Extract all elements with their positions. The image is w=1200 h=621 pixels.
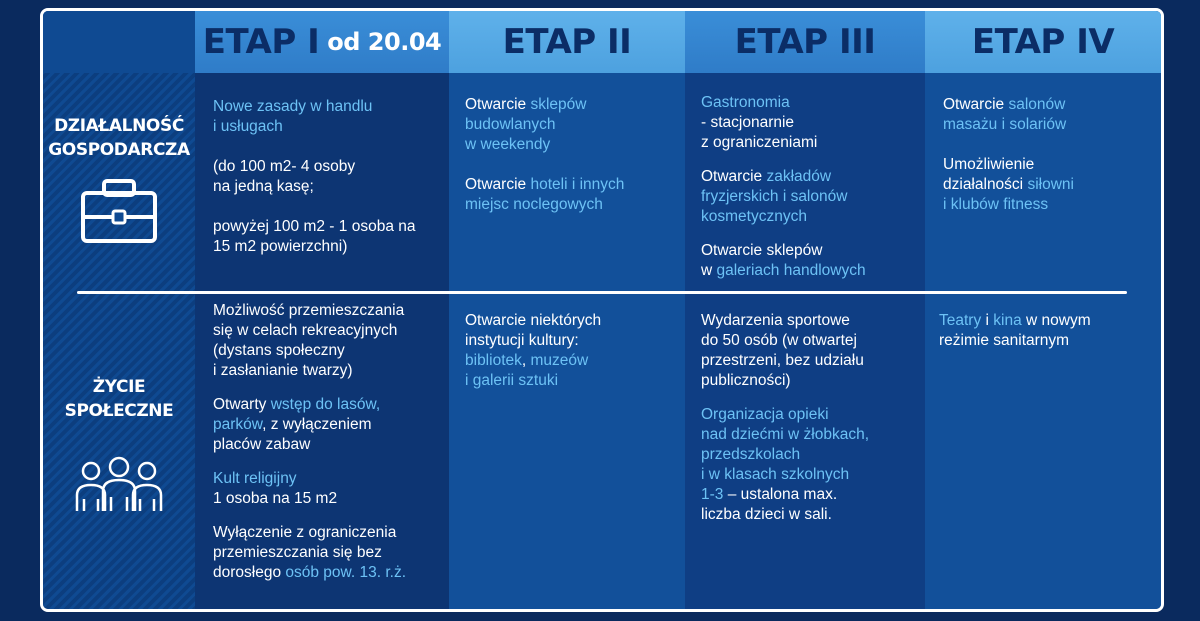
text: w: [701, 262, 717, 279]
header-etap-2-title: ETAP II: [502, 22, 632, 62]
text: budowlanych: [465, 116, 556, 133]
text: do 50 osób (w otwartej: [701, 332, 857, 349]
text: Teatry: [939, 312, 982, 329]
row-label-social: [43, 375, 195, 423]
text: Otwarcie: [465, 176, 531, 193]
text: ,: [521, 352, 531, 369]
text: Otwarcie: [943, 96, 1009, 113]
text: bibliotek: [465, 352, 522, 369]
social-etap-4-cell: [939, 311, 1161, 371]
text: i klubów fitness: [943, 196, 1049, 213]
text: Otwarcie niektórych: [465, 312, 602, 329]
text: Otwarty: [213, 396, 271, 413]
header-etap-4: [925, 11, 1161, 73]
text: parków: [213, 416, 263, 433]
header-etap-3-title: ETAP III: [734, 22, 876, 62]
social-etap-2-cell: [465, 311, 683, 411]
text: na jedną kasę;: [213, 178, 314, 195]
header-etap-1-title: ETAP I: [202, 22, 320, 62]
text: (do 100 m2- 4 osoby: [213, 158, 356, 175]
text: Organizacja opieki: [701, 406, 829, 423]
text: powyżej 100 m2 - 1 osoba na: [213, 218, 416, 235]
text: się w celach rekreacyjnych: [213, 322, 398, 339]
text: przemieszczania się bez: [213, 544, 382, 561]
text: placów zabaw: [213, 436, 311, 453]
text: Umożliwienie: [943, 156, 1035, 173]
text: Otwarcie: [465, 96, 531, 113]
row-label-social-line2: SPOŁECZNE: [64, 401, 174, 421]
business-etap-4-cell: [943, 95, 1161, 235]
text: Nowe zasady w handlu: [213, 98, 373, 115]
text: miejsc noclegowych: [465, 196, 603, 213]
text: 1-3: [701, 486, 724, 503]
text: reżimie sanitarnym: [939, 332, 1070, 349]
text: i w klasach szkolnych: [701, 466, 850, 483]
business-etap-1-cell: [213, 97, 443, 277]
row-label-social-line1: ŻYCIE: [92, 377, 146, 397]
row-label-column: [43, 11, 195, 609]
text: 1 osoba na 15 m2: [213, 490, 338, 507]
text: Wydarzenia sportowe: [701, 312, 850, 329]
business-etap-2-cell: [465, 95, 683, 235]
text: osób pow. 13. r.ż.: [285, 564, 407, 581]
header-etap-2: [449, 11, 685, 73]
row-divider: [77, 291, 1127, 294]
text: nad dziećmi w żłobkach,: [701, 426, 869, 443]
text: z ograniczeniami: [701, 134, 818, 151]
text: zakładów: [766, 168, 832, 185]
row-label-business: [43, 114, 195, 162]
briefcase-icon: [43, 179, 195, 245]
text: Otwarcie sklepów: [701, 242, 823, 259]
text: fryzjerskich i salonów: [701, 188, 848, 205]
header-etap-3: [685, 11, 925, 73]
text: instytucji kultury:: [465, 332, 579, 349]
text: kina: [993, 312, 1022, 329]
stages-table: [40, 8, 1164, 612]
text: kosmetycznych: [701, 208, 807, 225]
text: dorosłego: [213, 564, 286, 581]
text: i zasłanianie twarzy): [213, 362, 353, 379]
text: - stacjonarnie: [701, 114, 795, 131]
text: przestrzeni, bez udziału: [701, 352, 864, 369]
text: , z wyłączeniem: [262, 416, 372, 433]
social-etap-3-cell: [701, 311, 925, 539]
row-label-business-line2: GOSPODARCZA: [48, 140, 190, 160]
text: 15 m2 powierzchni): [213, 238, 348, 255]
text: przedszkolach: [701, 446, 801, 463]
business-etap-3-cell: [701, 93, 925, 295]
social-etap-1-cell: [213, 301, 445, 597]
text: Wyłączenie z ograniczenia: [213, 524, 397, 541]
text: sklepów: [530, 96, 587, 113]
text: i: [981, 312, 994, 329]
text: w nowym: [1021, 312, 1091, 329]
text: liczba dzieci w sali.: [701, 506, 832, 523]
text: – ustalona max.: [723, 486, 838, 503]
text: publiczności): [701, 372, 791, 389]
text: Gastronomia: [701, 94, 790, 111]
text: w weekendy: [465, 136, 551, 153]
text: i galerii sztuki: [465, 372, 559, 389]
row-label-business-line1: DZIAŁALNOŚĆ: [54, 116, 184, 136]
text: galeriach handlowych: [716, 262, 866, 279]
text: Otwarcie: [701, 168, 767, 185]
header-corner: [43, 11, 195, 73]
text: i usługach: [213, 118, 283, 135]
text: masażu i solariów: [943, 116, 1067, 133]
text: wstęp do lasów,: [270, 396, 381, 413]
text: Kult religijny: [213, 470, 297, 487]
text: działalności: [943, 176, 1028, 193]
text: siłowni: [1027, 176, 1074, 193]
text: salonów: [1008, 96, 1066, 113]
header-etap-1-date: od 20.04: [327, 28, 442, 56]
text: (dystans społeczny: [213, 342, 345, 359]
people-icon: [43, 455, 195, 513]
text: muzeów: [530, 352, 589, 369]
text: Możliwość przemieszczania: [213, 302, 405, 319]
header-etap-1: [195, 11, 449, 73]
header-etap-4-title: ETAP IV: [971, 22, 1115, 62]
text: hoteli i innych: [530, 176, 625, 193]
